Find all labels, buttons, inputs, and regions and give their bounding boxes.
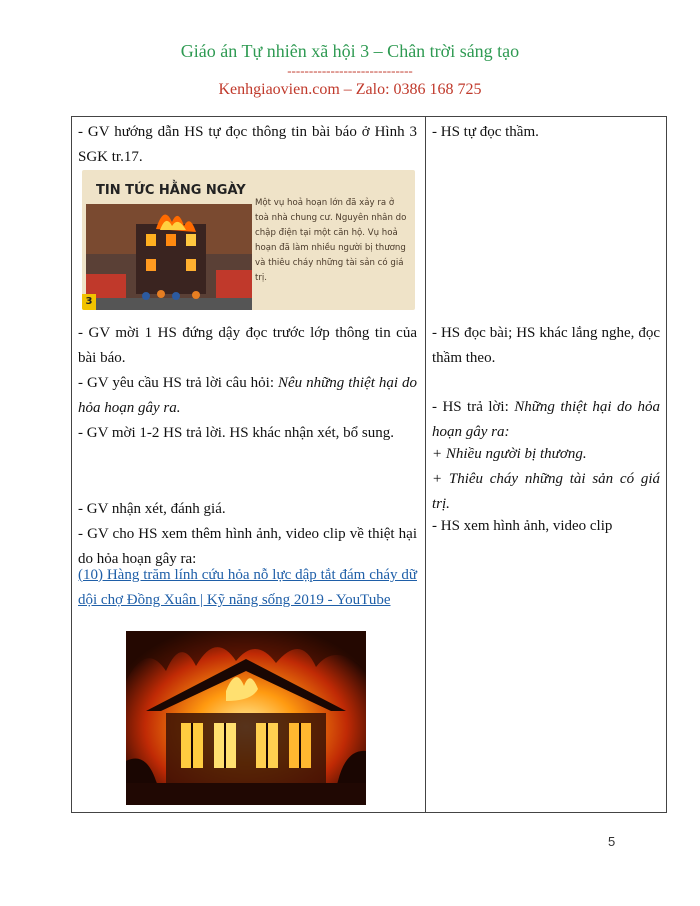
house-fire-photo bbox=[126, 631, 366, 805]
news-body: Một vụ hoả hoạn lớn đã xảy ra ở toà nhà chung cư. Nguyên nhân do chập điện tại một căn hộ. Vụ hoả hoạn đã làm nhiều người bị thương và thiêu cháy những tài sản có giá trị. bbox=[255, 198, 407, 283]
student-answer-1: + Nhiều người bị thương. bbox=[432, 446, 587, 462]
teacher-step-4: - GV mời 1-2 HS trả lời. HS khác nhận xét, bổ sung. bbox=[78, 425, 394, 441]
figure-number-badge: 3 bbox=[82, 294, 96, 310]
question-prefix: - GV yêu cầu HS trả lời câu hỏi: bbox=[78, 375, 278, 391]
student-step-1: - HS tự đọc thầm. bbox=[432, 124, 539, 140]
video-link-paragraph bbox=[78, 563, 417, 613]
site-contact: Kenhgiaovien.com – Zalo: 0386 168 725 bbox=[218, 81, 482, 98]
answer-text: Những thiệt hại do hỏa hoạn gây ra: bbox=[432, 399, 660, 440]
page-number: 5 bbox=[608, 834, 616, 849]
header-divider: ----------------------------- bbox=[287, 63, 413, 78]
teacher-step-2: - GV mời 1 HS đứng dậy đọc trước lớp thông tin của bài báo. bbox=[78, 325, 417, 366]
student-step-4: - HS xem hình ảnh, video clip bbox=[432, 518, 613, 534]
teacher-column bbox=[72, 117, 425, 812]
student-step-3 bbox=[432, 395, 660, 445]
teacher-step-5: - GV nhận xét, đánh giá. bbox=[78, 501, 226, 517]
teacher-step-3 bbox=[78, 371, 417, 421]
page-header bbox=[0, 40, 700, 100]
youtube-video-link[interactable]: (10) Hàng trăm lính cứu hỏa nỗ lực dập tắt đám cháy dữ dội chợ Đồng Xuân | Kỹ năng sống 2019 - YouTube bbox=[78, 567, 417, 608]
student-step-2: - HS đọc bài; HS khác lắng nghe, đọc thầm theo. bbox=[432, 325, 660, 366]
news-headline: TIN TỨC HẰNG NGÀY bbox=[96, 183, 246, 198]
document-title: Giáo án Tự nhiên xã hội 3 – Chân trời sáng tạo bbox=[180, 41, 520, 61]
burning-building-illustration bbox=[86, 204, 252, 310]
question-text: Nêu những thiệt hại do hỏa hoạn gây ra. bbox=[78, 375, 418, 416]
student-answer-2: + Thiêu cháy những tài sản có giá trị. bbox=[432, 471, 660, 512]
answer-prefix: - HS trả lời: bbox=[432, 399, 515, 415]
teacher-step-6: - GV cho HS xem thêm hình ảnh, video clip về thiệt hại do hỏa hoạn gây ra: bbox=[78, 526, 417, 567]
news-figure bbox=[82, 170, 415, 310]
teacher-step-1: - GV hướng dẫn HS tự đọc thông tin bài báo ở Hình 3 SGK tr.17. bbox=[78, 124, 417, 165]
student-column bbox=[426, 117, 666, 812]
lesson-table bbox=[71, 116, 667, 813]
